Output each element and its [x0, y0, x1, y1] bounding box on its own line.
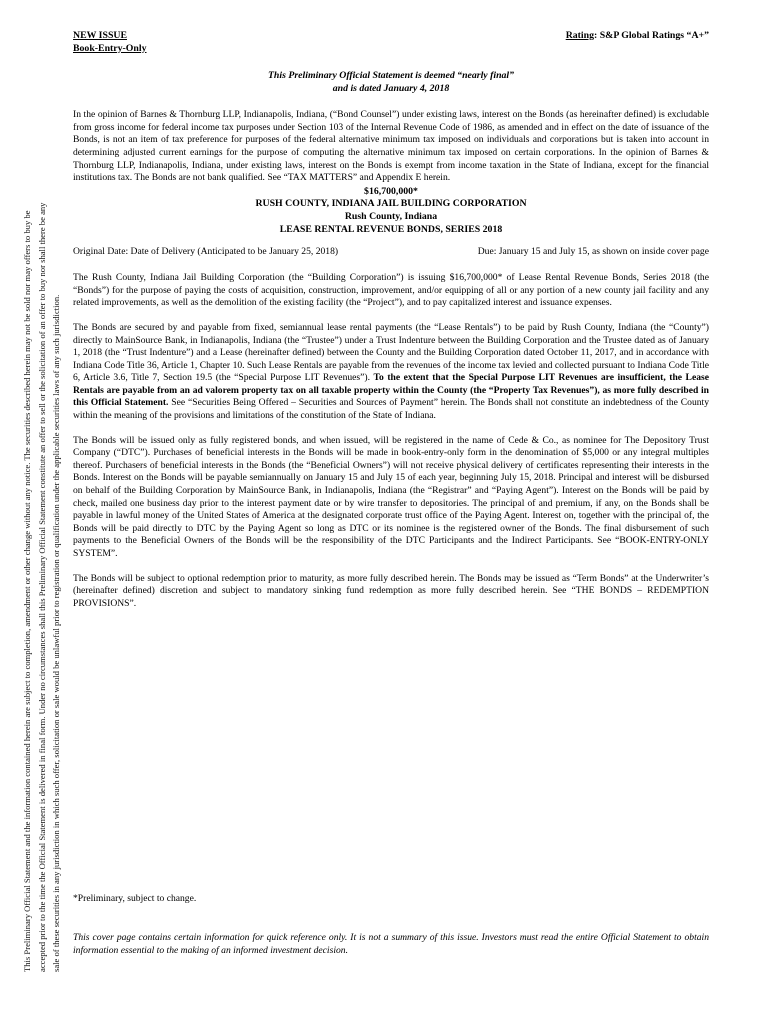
security-bold-text: To the extent that the Special Purpose LIT Revenues are insufficient, the Lease Rentals are payable from an ad valorem property tax on all taxable property within the County (the “Property Tax Revenues”), as more fully described in this Official Statement.: [73, 372, 709, 409]
security-text-end: See “Securities Being Offered – Securities and Sources of Payment” herein. The Bonds shall not constitute an indebtedness of the County within the meaning of the provisions and limitations of the constitution of the State of Indiana.: [73, 397, 710, 422]
rating: [566, 30, 709, 43]
security-paragraph: [73, 322, 709, 423]
bond-counsel-opinion: In the opinion of Barnes & Thornburg LLP, Indianapolis, Indiana, (“Bond Counsel”) under existing laws, interest on the Bonds (as hereinafter defined) is excludable from gross income for federal income tax purposes under Section 103 of the Internal Revenue Code of 1986, as amended and in effect on the date of issuance of the Bonds, is not an item of tax preference for purposes of the federal alternative minimum tax imposed on individuals and corporations but is taken into account in determining adjusted current earnings for the purpose of computing the alternative minimum tax imposed on certain corporations. In the opinion of Barnes & Thornburg LLP, Indianapolis, Indiana, under existing laws, interest on the Bonds is exempt from income taxation in the State of Indiana, except for the financial institutions tax. The Bonds are not bank qualified. See “TAX MATTERS” and Appendix E herein.: [73, 109, 709, 184]
book-entry-label: Book-Entry-Only: [73, 42, 147, 54]
original-date: Original Date: Date of Delivery (Anticipated to be January 25, 2018): [73, 246, 339, 258]
disclaimer-line: This Preliminary Official Statement and the information contained herein are subject to completion, amendment or other change without any notice. The securities described herein may not be sold nor may offers to buy be: [22, 210, 32, 972]
redemption-paragraph: The Bonds will be subject to optional redemption prior to maturity, as more fully described herein. The Bonds may be issued as “Term Bonds” at the Underwriter’s (hereinafter defined) discretion and subject to mandatory sinking fund redemption as more fully described herein. See “THE BONDS – REDEMPTION PROVISIONS”.: [73, 572, 709, 609]
disclaimer-line: sale of these securities in any jurisdiction in which such offer, solicitation or sale would be unlawful prior to registration or qualification under the applicable securities laws of any such jurisdiction.: [51, 294, 62, 972]
preliminary-disclaimer-sidebar: [20, 32, 65, 972]
preliminary-date: and is dated January 4, 2018: [332, 82, 450, 94]
rating-label: Rating: [565, 30, 594, 41]
series-name: LEASE RENTAL REVENUE BONDS, SERIES 2018: [279, 223, 503, 235]
footnote: *Preliminary, subject to change.: [73, 893, 197, 904]
cover-page-note: This cover page contains certain information for quick reference only. It is not a summary of this issue. Investors must read the entire Official Statement to obtain information essential to the making of an informed investment decision.: [73, 932, 709, 956]
issuer-name: RUSH COUNTY, INDIANA JAIL BUILDING CORPORATION: [255, 198, 527, 210]
security-text: The Bonds are secured by and payable from fixed, semiannual lease rental payments (the “Lease Rentals”) to be paid by Rush County, Indiana (the “County”) directly to MainSource Bank, in Indianapolis, Indiana (the “Trustee”) under a Trust Indenture between the Building Corporation and the Trustee dated as of January 1, 2018 (the “Trust Indenture”) and a Lease (hereinafter defined) between the County and the Building Corporation dated October 11, 2017, and in accordance with Indiana Code Title 36, Article 1, Chapter 10. Such Lease Rentals are payable from the revenues of the income tax levied and collected pursuant to Indiana Code Title 6, Article 3.6, Title 7, Section 19.5 (the “Special Purpose LIT Revenues”).: [73, 321, 709, 384]
preliminary-notice: [73, 70, 709, 95]
rating-value: : S&P Global Ratings “A+”: [594, 30, 709, 41]
due-date: Due: January 15 and July 15, as shown on inside cover page: [477, 246, 709, 258]
header: [73, 30, 709, 56]
county-name: Rush County, Indiana: [344, 210, 438, 222]
bond-amount: $16,700,000*: [364, 185, 418, 197]
issue-type: [73, 30, 147, 55]
bond-title: [73, 186, 709, 236]
registration-paragraph: The Bonds will be issued only as fully registered bonds, and when issued, will be registered in the name of Cede & Co., as nominee for The Depository Trust Company (“DTC”). Purchases of beneficial interests in the Bonds will be made in book-entry-only form in the denomination of $5,000 or any integral multiples thereof. Purchasers of beneficial interests in the Bonds (the “Beneficial Owners”) will not receive physical delivery of certificates representing their interests in the Bonds. Interest on the Bonds will be payable semiannually on January 15 and July 15 of each year, beginning July 15, 2018. Principal and interest will be disbursed on behalf of the Building Corporation by MainSource Bank, in Indianapolis, Indiana (the “Registrar” and “Paying Agent”). Interest on the Bonds will be paid by check, mailed one business day prior to the interest payment date or by wire transfer to depositories. The principal of and premium, if any, on the Bonds shall be payable in lawful money of the United States of America at the designated corporate trust office of the Paying Agent. Interest on, together with the principal of, the Bonds will be paid directly to DTC by the Paying Agent so long as DTC or its nominee is the registered owner of the Bonds. The final disbursement of such payments to the Beneficial Owners of the Bonds will be the responsibility of the DTC Participants and the Indirect Participants. See “BOOK-ENTRY-ONLY SYSTEM”.: [73, 434, 709, 559]
cover-page: [73, 30, 709, 610]
dates-row: [73, 246, 709, 260]
disclaimer-line: accepted prior to the time the Official Statement is delivered in final form. Under no circumstances shall this Preliminary Official Statement constitute an offer to sell or the solicitation of an offer to buy nor shall there be any: [36, 202, 47, 972]
purpose-paragraph: The Rush County, Indiana Jail Building Corporation (the “Building Corporation”) is issuing $16,700,000* of Lease Rental Revenue Bonds, Series 2018 (the “Bonds”) for the purpose of paying the costs of acquisition, construction, improvement, and/or equipping of all or any portion of a new county jail facility and any related improvements, as well as the demolition of the existing facility (the “Project”), and to pay capitalized interest and issuance expenses.: [73, 272, 709, 309]
new-issue-label: NEW ISSUE: [73, 30, 127, 41]
preliminary-line: This Preliminary Official Statement is deemed “nearly final”: [267, 70, 515, 81]
